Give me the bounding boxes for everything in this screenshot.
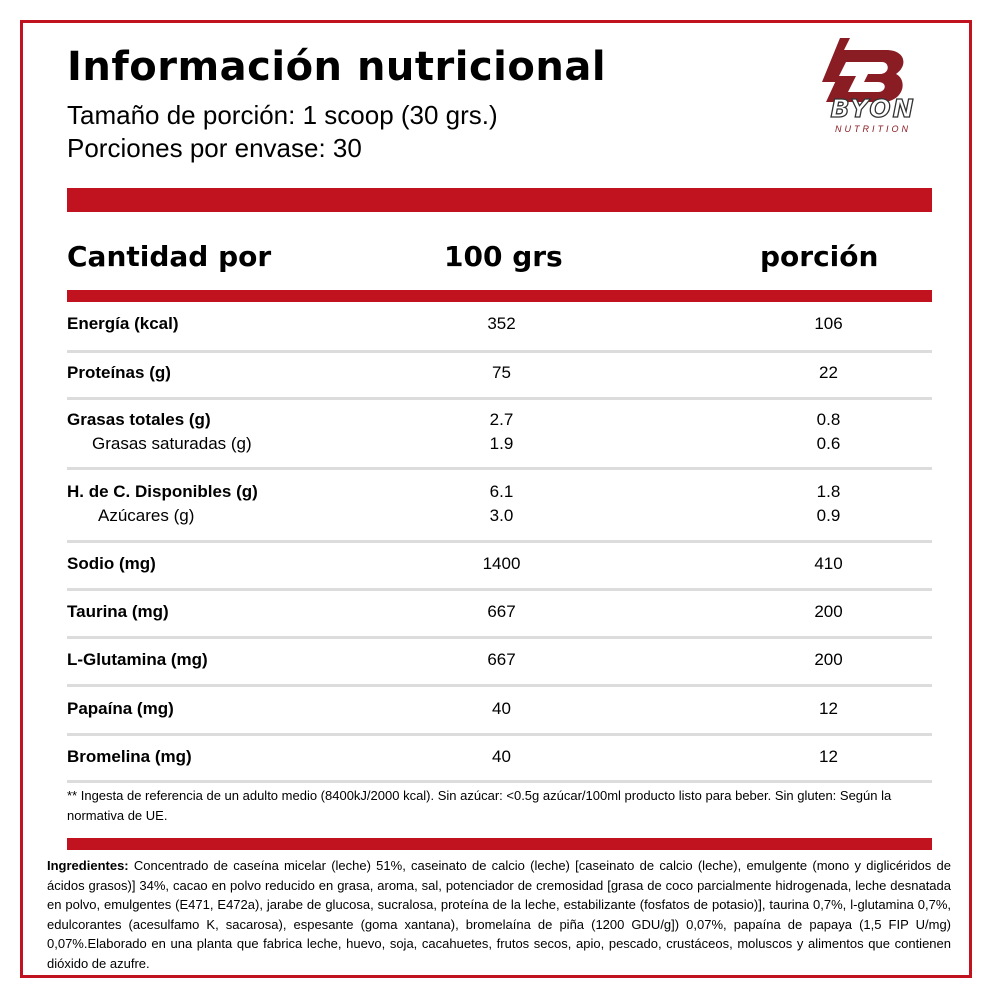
- row-divider: [67, 397, 932, 400]
- allergen-statement: Elaborado en una planta que fabrica leche, huevo, soja, cacahuetes, frutos secos, apio, pescado, crustáceos, moluscos y alimentos que contienen dióxido de azufre.: [47, 936, 951, 971]
- row-divider: [67, 733, 932, 736]
- nutrient-label: H. de C. Disponibles (g): [67, 482, 258, 501]
- divider-bar-header: [67, 290, 932, 302]
- nutrient-label: Sodio (mg): [67, 554, 156, 573]
- header-per-serving: porción: [760, 240, 879, 273]
- row-divider: [67, 467, 932, 470]
- value-per-100g: 1400: [482, 554, 521, 573]
- row-divider: [67, 684, 932, 687]
- nutrient-label: Energía (kcal): [67, 314, 179, 333]
- value-per-serving: 0.8: [816, 410, 841, 429]
- nutrient-label: Bromelina (mg): [67, 747, 192, 766]
- value-per-100g: 1.9: [489, 434, 514, 453]
- value-per-100g: 40: [492, 699, 511, 718]
- footnote: ** Ingesta de referencia de un adulto medio (8400kJ/2000 kcal). Sin azúcar: <0.5g azúcar/100ml producto listo para beber. Sin gluten: Según la normativa de UE.: [67, 788, 892, 823]
- row-divider: [67, 350, 932, 353]
- nutrient-label: Taurina (mg): [67, 602, 169, 621]
- row-divider: [67, 780, 932, 783]
- ingredients-text: Concentrado de caseína micelar (leche) 51%, caseinato de calcio (leche) [caseinato de calcio (leche), emulgente (mono y diglicéridos de ácidos grasos)] 34%, cacao en polvo reducido en grasa, aroma, sal, potenciador de cremosidad [grasa de coco parcialmente hidrogenada, leche desnatada en polvo, emulgentes (E471, E472a), jarabe de glucosa, sucralosa, proteína de la leche, estabilizante (fosfatos de potasio)], taurina 0,7%, l-glutamina 0,7%, edulcorantes (acesulfamo K, sacarosa), espesante (goma xantana), bromelaína de piña (1200 GDU/g]) 0,07%, papaína de papaya (1,5 FIP U/mg) 0,07%.: [47, 858, 951, 952]
- ingredients-label: Ingredientes:: [47, 858, 129, 873]
- row-divider: [67, 540, 932, 543]
- value-per-serving: 22: [819, 363, 838, 382]
- nutrient-label: L-Glutamina (mg): [67, 650, 208, 669]
- servings-per-container: Porciones por envase: 30: [67, 133, 362, 163]
- value-per-serving: 200: [814, 650, 843, 669]
- value-per-serving: 410: [814, 554, 843, 573]
- value-per-100g: 352: [487, 314, 516, 333]
- nutrient-label: Grasas totales (g): [67, 410, 211, 429]
- header-per-100g: 100 grs: [444, 240, 563, 273]
- brand-name: BYON: [830, 94, 916, 123]
- value-per-100g: 667: [487, 650, 516, 669]
- nutrient-sublabel: Azúcares (g): [98, 506, 195, 525]
- header-quantity: Cantidad por: [67, 240, 272, 273]
- value-per-serving: 200: [814, 602, 843, 621]
- divider-bar-bottom: [67, 838, 932, 850]
- value-per-serving: 1.8: [816, 482, 841, 501]
- nutrient-label: Papaína (mg): [67, 699, 174, 718]
- value-per-serving: 12: [819, 699, 838, 718]
- nutrient-sublabel: Grasas saturadas (g): [92, 434, 252, 453]
- nutrient-label: Proteínas (g): [67, 363, 171, 382]
- serving-size: Tamaño de porción: 1 scoop (30 grs.): [67, 100, 498, 130]
- page-title: Información nutricional: [67, 44, 607, 90]
- row-divider: [67, 588, 932, 591]
- brand-tagline: NUTRITION: [835, 124, 911, 134]
- divider-bar-top: [67, 188, 932, 212]
- value-per-100g: 2.7: [489, 410, 514, 429]
- value-per-100g: 6.1: [489, 482, 514, 501]
- row-divider: [67, 636, 932, 639]
- value-per-100g: 3.0: [489, 506, 514, 525]
- ingredients-block: [47, 856, 951, 974]
- value-per-100g: 75: [492, 363, 511, 382]
- value-per-serving: 106: [814, 314, 843, 333]
- value-per-serving: 0.9: [816, 506, 841, 525]
- value-per-100g: 667: [487, 602, 516, 621]
- value-per-100g: 40: [492, 747, 511, 766]
- value-per-serving: 0.6: [816, 434, 841, 453]
- value-per-serving: 12: [819, 747, 838, 766]
